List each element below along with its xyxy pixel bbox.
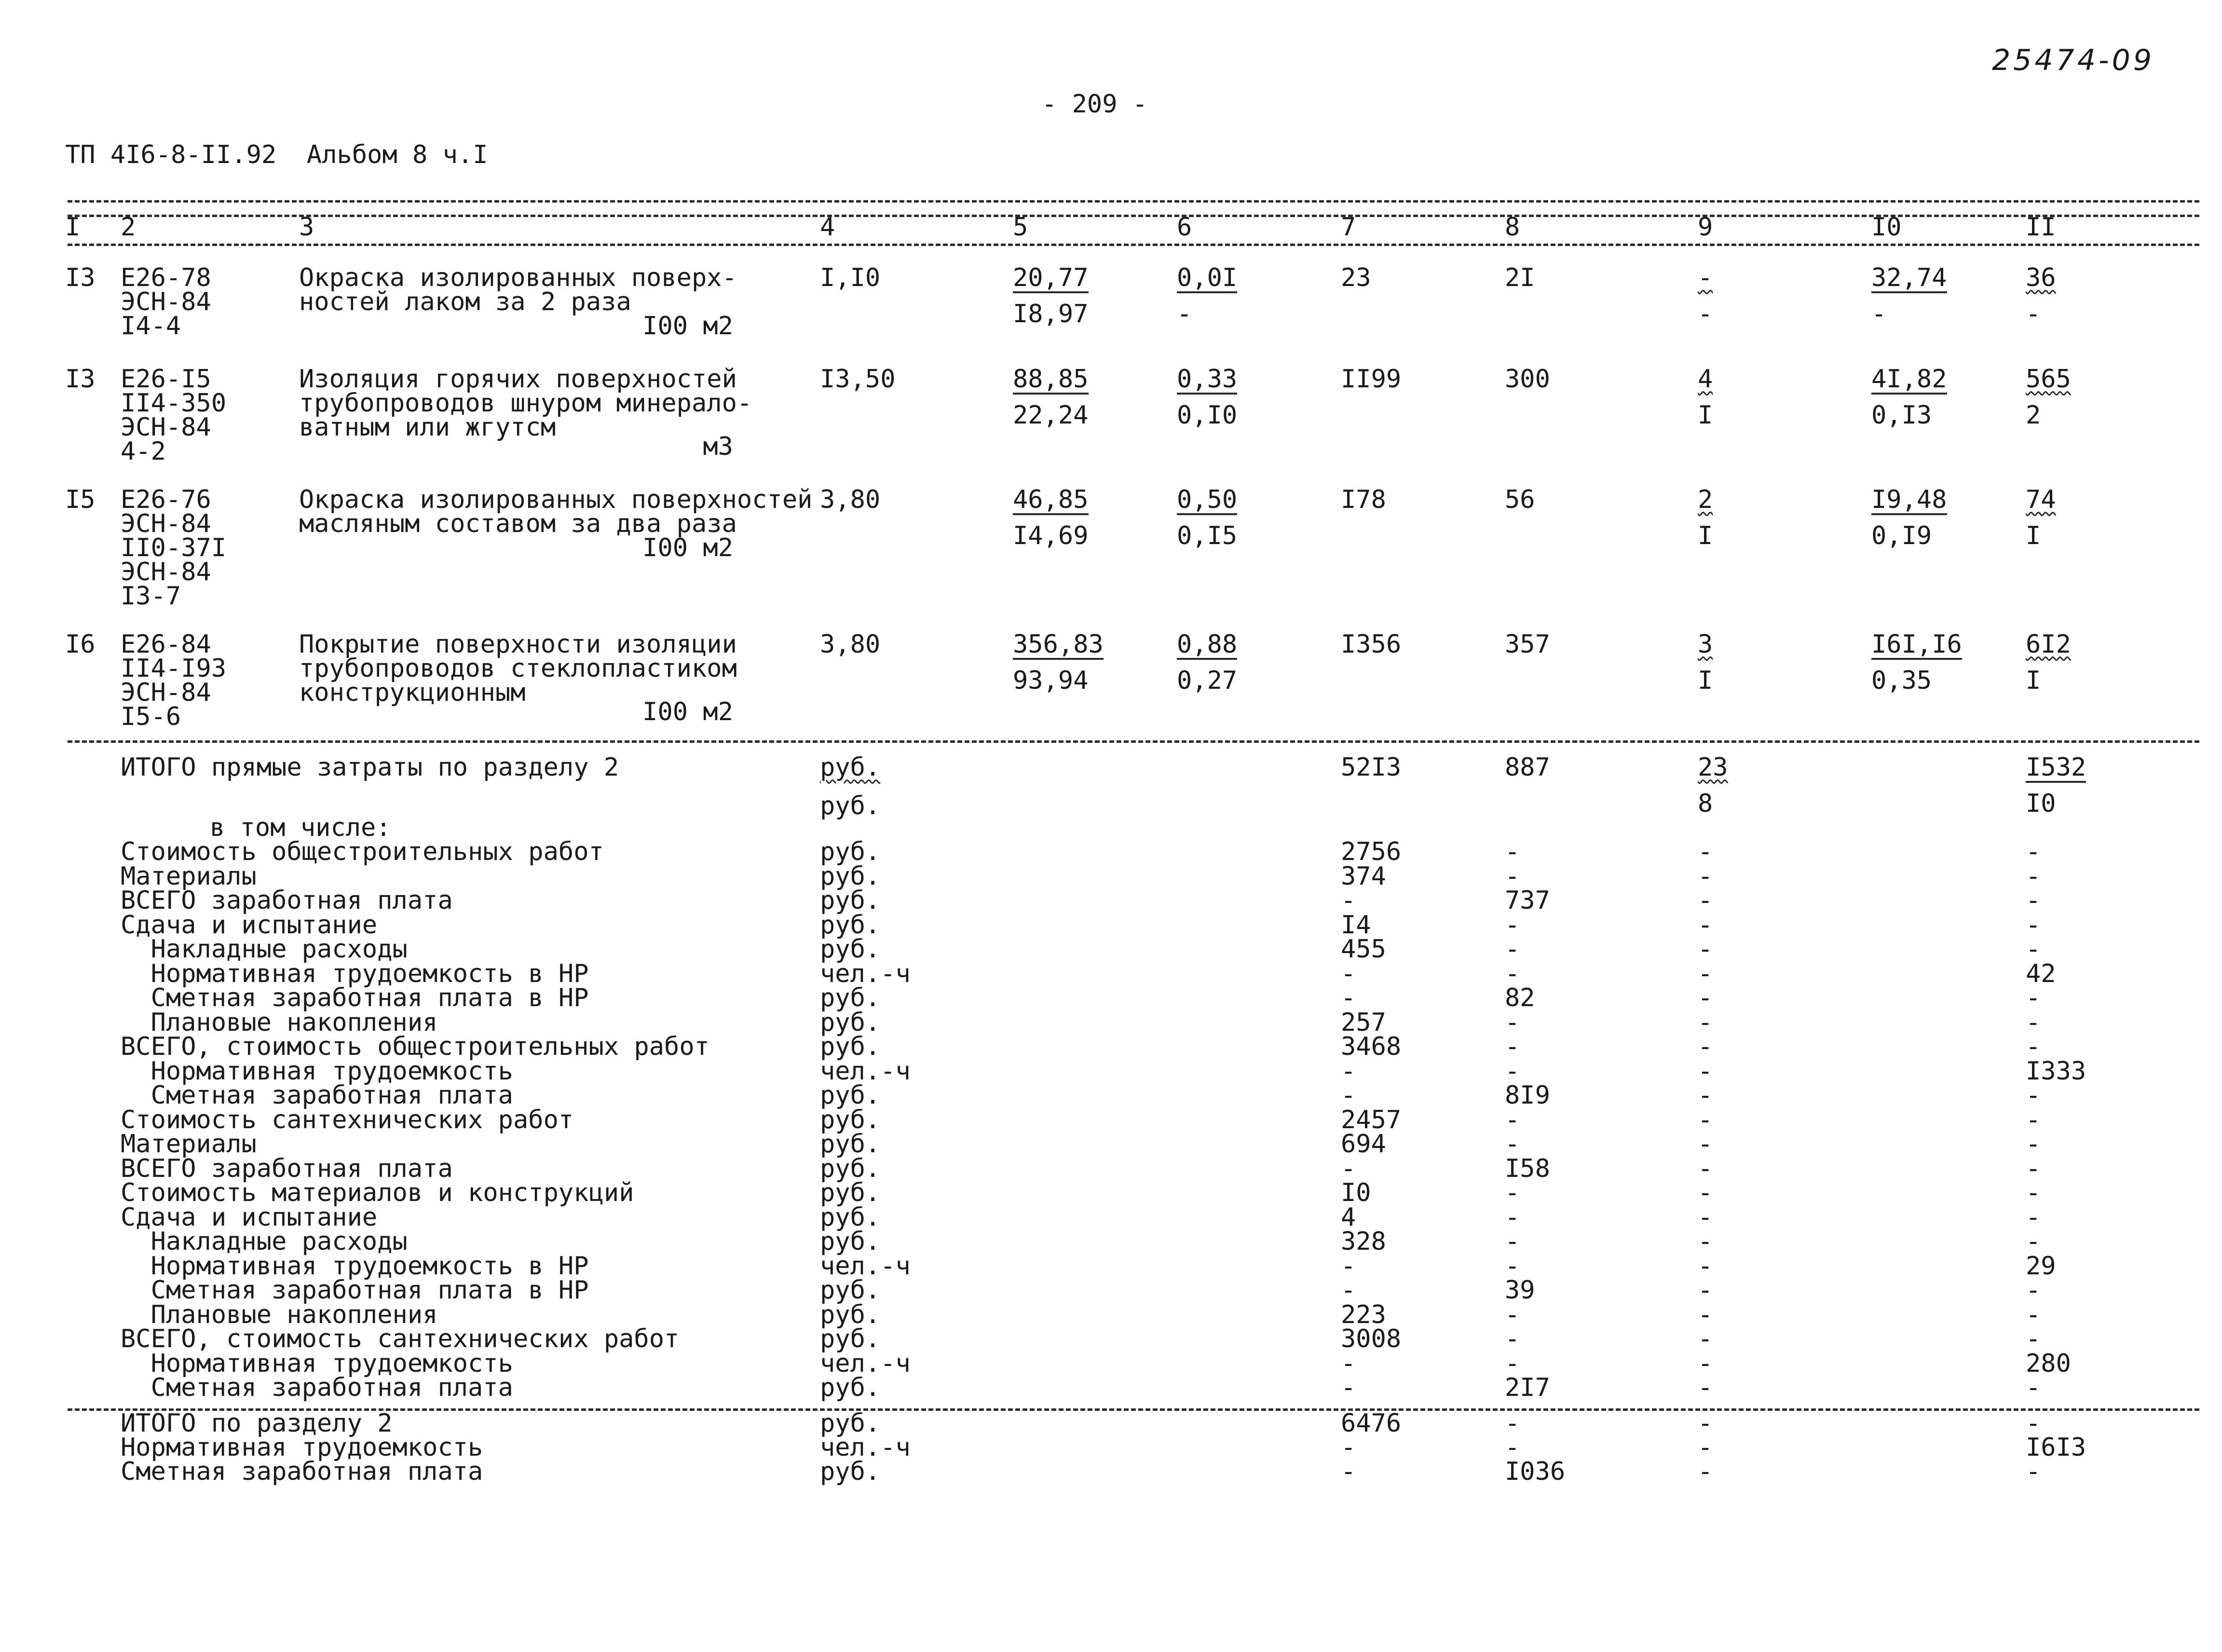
row-description: ватным или жгутсм xyxy=(299,413,556,442)
row-c10-bottom: 0,35 xyxy=(1871,666,1932,695)
row-description: трубопроводов шнуром минерало- xyxy=(299,389,752,418)
row-code: I4-4 xyxy=(121,312,181,341)
summary-c9: - xyxy=(1698,1056,1713,1086)
summary-c7: - xyxy=(1341,1276,1356,1305)
row-quantity: I,I0 xyxy=(820,263,881,292)
summary-label: Материалы xyxy=(121,861,257,891)
summary-c8: - xyxy=(1505,1349,1520,1378)
row-unit: м3 xyxy=(703,432,733,461)
summary-c9: - xyxy=(1698,1178,1713,1207)
summary-c8: - xyxy=(1505,1130,1520,1159)
document-title: ТП 4I6-8-II.92 Альбом 8 ч.I xyxy=(65,140,488,169)
summary-c11: - xyxy=(2026,935,2041,964)
final-label: Нормативная трудоемкость xyxy=(121,1433,483,1462)
header-rule xyxy=(68,244,2199,246)
row-description: Изоляция горячих поверхностей xyxy=(299,365,737,394)
summary-c9: - xyxy=(1698,983,1713,1012)
row-unit: I00 м2 xyxy=(642,533,733,562)
summary-c8: - xyxy=(1505,1324,1520,1353)
summary-unit: руб. xyxy=(820,935,881,964)
summary-c8: - xyxy=(1505,910,1520,940)
row-description: конструкционным xyxy=(299,678,526,707)
final-unit: руб. xyxy=(820,1457,881,1486)
summary-c7: 257 xyxy=(1341,1008,1386,1037)
row-code: I3-7 xyxy=(121,582,181,611)
summary-unit: руб. xyxy=(820,837,881,866)
column-number-11: II xyxy=(2026,213,2056,242)
final-c7: - xyxy=(1341,1457,1356,1486)
summary-c11: 29 xyxy=(2026,1251,2056,1281)
summary-unit: руб. xyxy=(820,1130,881,1159)
summary-unit: чел.-ч xyxy=(820,959,911,988)
totals-unit: руб. xyxy=(820,753,881,782)
row-c10-top: 4I,82 xyxy=(1871,365,1947,394)
final-c9: - xyxy=(1698,1409,1713,1438)
summary-c9: - xyxy=(1698,935,1713,964)
summary-c11: - xyxy=(2026,1178,2041,1207)
row-c10-top: I6I,I6 xyxy=(1871,630,1962,659)
row-c9-bottom: - xyxy=(1698,300,1713,328)
totals-c11-top: I532 xyxy=(2026,753,2086,782)
final-c8: - xyxy=(1505,1409,1520,1438)
row-total-cost: I78 xyxy=(1341,485,1386,514)
final-unit: руб. xyxy=(820,1409,881,1438)
summary-c7: 2457 xyxy=(1341,1105,1402,1134)
summary-label: Сдача и испытание xyxy=(121,1202,378,1232)
summary-label: Сметная заработная плата в НР xyxy=(121,983,589,1012)
column-number-4: 4 xyxy=(820,213,835,242)
final-unit: чел.-ч xyxy=(820,1433,911,1462)
row-code: Е26-84 xyxy=(121,630,211,659)
summary-c7: - xyxy=(1341,983,1356,1012)
summary-label: Нормативная трудоемкость xyxy=(121,1056,513,1086)
summary-c7: 2756 xyxy=(1341,837,1402,866)
row-code: II4-350 xyxy=(121,389,227,418)
summary-c9: - xyxy=(1698,1008,1713,1037)
row-c10-top: 32,74 xyxy=(1871,263,1947,292)
row-code: Е26-78 xyxy=(121,263,211,292)
summary-label: ВСЕГО, стоимость общестроительных работ xyxy=(121,1032,709,1061)
summary-c7: - xyxy=(1341,1154,1356,1183)
final-c11: - xyxy=(2026,1457,2041,1486)
row-total-cost: 23 xyxy=(1341,263,1371,292)
final-c8: I036 xyxy=(1505,1457,1566,1486)
row-c6-bottom: 0,I5 xyxy=(1177,521,1238,550)
row-code: ЭСН-84 xyxy=(121,509,211,538)
row-unit-wage: I8,97 xyxy=(1013,300,1089,328)
summary-c8: - xyxy=(1505,1300,1520,1329)
column-number-8: 8 xyxy=(1505,213,1520,242)
summary-unit: руб. xyxy=(820,910,881,940)
summary-c9: - xyxy=(1698,1349,1713,1378)
row-c6-bottom: 0,27 xyxy=(1177,666,1238,695)
totals-c8: 887 xyxy=(1505,753,1550,782)
summary-c11: I333 xyxy=(2026,1056,2086,1086)
row-c6-bottom: 0,I0 xyxy=(1177,401,1238,430)
summary-c7: - xyxy=(1341,1349,1356,1378)
summary-c9: - xyxy=(1698,1300,1713,1329)
final-c9: - xyxy=(1698,1457,1713,1486)
summary-c7: - xyxy=(1341,1081,1356,1110)
summary-c8: - xyxy=(1505,1251,1520,1281)
summary-c9: - xyxy=(1698,1276,1713,1305)
summary-unit: руб. xyxy=(820,1300,881,1329)
row-total-wage: 2I xyxy=(1505,263,1535,292)
row-code: ЭСН-84 xyxy=(121,558,211,587)
row-c11-bottom: I xyxy=(2026,666,2041,695)
row-description: ностей лаком за 2 раза xyxy=(299,287,631,316)
summary-unit: руб. xyxy=(820,1154,881,1183)
row-unit: I00 м2 xyxy=(642,312,733,341)
final-c8: - xyxy=(1505,1433,1520,1462)
row-c6-top: 0,0I xyxy=(1177,263,1238,292)
summary-c11: - xyxy=(2026,1081,2041,1110)
row-code: II4-I93 xyxy=(121,654,227,683)
row-quantity: 3,80 xyxy=(820,630,881,659)
summary-c7: 694 xyxy=(1341,1130,1386,1159)
final-c9: - xyxy=(1698,1433,1713,1462)
row-unit: I00 м2 xyxy=(642,697,733,726)
row-c6-top: 0,88 xyxy=(1177,630,1238,659)
row-number: I5 xyxy=(65,485,95,514)
summary-c11: - xyxy=(2026,1300,2041,1329)
summary-c8: - xyxy=(1505,1032,1520,1061)
summary-c7: - xyxy=(1341,886,1356,915)
summary-c7: I4 xyxy=(1341,910,1371,940)
summary-c8: I58 xyxy=(1505,1154,1550,1183)
row-total-wage: 357 xyxy=(1505,630,1550,659)
summary-c9: - xyxy=(1698,1202,1713,1232)
row-code: ЭСН-84 xyxy=(121,287,211,316)
final-c11: I6I3 xyxy=(2026,1433,2086,1462)
summary-label: Сметная заработная плата xyxy=(121,1373,513,1402)
summary-c8: - xyxy=(1505,1202,1520,1232)
summary-c9: - xyxy=(1698,837,1713,866)
row-total-wage: 56 xyxy=(1505,485,1535,514)
summary-c7: - xyxy=(1341,1251,1356,1281)
column-number-1: I xyxy=(65,213,81,242)
summary-c9: - xyxy=(1698,1251,1713,1281)
summary-unit: руб. xyxy=(820,1178,881,1207)
summary-c11: - xyxy=(2026,1154,2041,1183)
column-number-7: 7 xyxy=(1341,213,1356,242)
summary-c8: 2I7 xyxy=(1505,1373,1550,1402)
totals-c11-bottom: I0 xyxy=(2026,789,2056,818)
summary-c9: - xyxy=(1698,1373,1713,1402)
summary-c8: 737 xyxy=(1505,886,1550,915)
summary-c7: I0 xyxy=(1341,1178,1371,1207)
summary-unit: руб. xyxy=(820,1202,881,1232)
summary-c8: - xyxy=(1505,837,1520,866)
row-quantity: 3,80 xyxy=(820,485,881,514)
summary-c11: - xyxy=(2026,886,2041,915)
top-rule-1 xyxy=(68,200,2199,203)
summary-c11: - xyxy=(2026,1324,2041,1353)
summary-unit: руб. xyxy=(820,983,881,1012)
summary-c11: - xyxy=(2026,1276,2041,1305)
summary-label: Нормативная трудоемкость в НР xyxy=(121,1251,589,1281)
row-c10-top: I9,48 xyxy=(1871,485,1947,514)
summary-c9: - xyxy=(1698,861,1713,891)
summary-c7: 3468 xyxy=(1341,1032,1402,1061)
row-number: I6 xyxy=(65,630,95,659)
summary-c7: 4 xyxy=(1341,1202,1356,1232)
summary-c9: - xyxy=(1698,1130,1713,1159)
row-unit-wage: I4,69 xyxy=(1013,521,1089,550)
summary-c11: - xyxy=(2026,861,2041,891)
summary-c8: - xyxy=(1505,1008,1520,1037)
row-c11-top: 74 xyxy=(2026,485,2056,514)
summary-unit: руб. xyxy=(820,1032,881,1061)
row-c9-bottom: I xyxy=(1698,521,1713,550)
summary-label: Накладные расходы xyxy=(121,935,408,964)
summary-unit: руб. xyxy=(820,1324,881,1353)
summary-heading: в том числе: xyxy=(210,813,391,842)
row-number: I3 xyxy=(65,365,95,394)
summary-label: Плановые накопления xyxy=(121,1300,438,1329)
summary-c7: 455 xyxy=(1341,935,1386,964)
summary-label: Нормативная трудоемкость xyxy=(121,1349,513,1378)
summary-label: Стоимость общестроительных работ xyxy=(121,837,604,866)
section-rule xyxy=(68,740,2199,743)
row-unit-cost: 46,85 xyxy=(1013,485,1089,514)
summary-c8: - xyxy=(1505,1105,1520,1134)
summary-c9: - xyxy=(1698,910,1713,940)
summary-label: Нормативная трудоемкость в НР xyxy=(121,959,589,988)
row-code: ЭСН-84 xyxy=(121,678,211,707)
summary-c11: 42 xyxy=(2026,959,2056,988)
page-number: - 209 - xyxy=(1042,90,1148,119)
row-c9-top: 4 xyxy=(1698,365,1713,394)
archive-stamp: 25474-09 xyxy=(1992,43,2154,77)
row-description: трубопроводов стеклопластиком xyxy=(299,654,737,683)
summary-unit: чел.-ч xyxy=(820,1056,911,1086)
row-code: Е26-I5 xyxy=(121,365,211,394)
summary-c7: 3008 xyxy=(1341,1324,1402,1353)
summary-unit: руб. xyxy=(820,1373,881,1402)
summary-unit: руб. xyxy=(820,1276,881,1305)
row-c6-bottom: - xyxy=(1177,300,1192,328)
column-number-9: 9 xyxy=(1698,213,1713,242)
column-number-5: 5 xyxy=(1013,213,1028,242)
final-c7: 6476 xyxy=(1341,1409,1402,1438)
summary-c11: - xyxy=(2026,1130,2041,1159)
summary-c8: - xyxy=(1505,959,1520,988)
summary-c9: - xyxy=(1698,1227,1713,1256)
row-total-cost: II99 xyxy=(1341,365,1402,394)
summary-label: Накладные расходы xyxy=(121,1227,408,1256)
summary-label: Материалы xyxy=(121,1130,257,1159)
summary-c11: - xyxy=(2026,910,2041,940)
summary-c11: - xyxy=(2026,1202,2041,1232)
row-number: I3 xyxy=(65,263,95,292)
row-code: I5-6 xyxy=(121,702,181,731)
summary-label: ВСЕГО заработная плата xyxy=(121,886,453,915)
summary-c8: - xyxy=(1505,1178,1520,1207)
row-total-wage: 300 xyxy=(1505,365,1550,394)
totals-c9-top: 23 xyxy=(1698,753,1728,782)
row-c11-bottom: - xyxy=(2026,300,2041,328)
row-description: Окраска изолированных поверхностей xyxy=(299,485,813,514)
row-c11-bottom: 2 xyxy=(2026,401,2041,430)
totals-title: ИТОГО прямые затраты по разделу 2 xyxy=(121,753,619,782)
summary-c8: - xyxy=(1505,1056,1520,1086)
summary-c9: - xyxy=(1698,1324,1713,1353)
row-c10-bottom: - xyxy=(1871,300,1887,328)
row-code: 4-2 xyxy=(121,437,166,466)
totals-c9-bottom: 8 xyxy=(1698,789,1713,818)
summary-label: ВСЕГО заработная плата xyxy=(121,1154,453,1183)
row-c6-top: 0,50 xyxy=(1177,485,1238,514)
row-c9-bottom: I xyxy=(1698,401,1713,430)
row-unit-cost: 88,85 xyxy=(1013,365,1089,394)
column-number-10: I0 xyxy=(1871,213,1902,242)
final-label: ИТОГО по разделу 2 xyxy=(121,1409,393,1438)
row-c10-bottom: 0,I3 xyxy=(1871,401,1932,430)
summary-c8: 39 xyxy=(1505,1276,1535,1305)
column-number-2: 2 xyxy=(121,213,136,242)
row-c11-bottom: I xyxy=(2026,521,2041,550)
summary-c11: 280 xyxy=(2026,1349,2071,1378)
summary-c7: - xyxy=(1341,1373,1356,1402)
row-description: Окраска изолированных поверх- xyxy=(299,263,737,292)
summary-c9: - xyxy=(1698,1154,1713,1183)
final-c11: - xyxy=(2026,1409,2041,1438)
summary-unit: руб. xyxy=(820,1081,881,1110)
summary-unit: руб. xyxy=(820,1105,881,1134)
summary-unit: руб. xyxy=(820,886,881,915)
summary-c11: - xyxy=(2026,983,2041,1012)
summary-label: Стоимость сантехнических работ xyxy=(121,1105,574,1134)
summary-c8: - xyxy=(1505,1227,1520,1256)
row-description: масляным составом за два раза xyxy=(299,509,737,538)
row-unit-cost: 20,77 xyxy=(1013,263,1089,292)
totals-unit: руб. xyxy=(820,792,881,820)
row-c9-top: 3 xyxy=(1698,630,1713,659)
summary-label: Стоимость материалов и конструкций xyxy=(121,1178,634,1207)
final-label: Сметная заработная плата xyxy=(121,1457,483,1486)
row-c9-bottom: I xyxy=(1698,666,1713,695)
summary-c9: - xyxy=(1698,1081,1713,1110)
summary-c11: - xyxy=(2026,1008,2041,1037)
row-c10-bottom: 0,I9 xyxy=(1871,521,1932,550)
summary-unit: чел.-ч xyxy=(820,1349,911,1378)
row-unit-wage: 93,94 xyxy=(1013,666,1089,695)
summary-c11: - xyxy=(2026,837,2041,866)
summary-c8: - xyxy=(1505,935,1520,964)
row-c11-top: 36 xyxy=(2026,263,2056,292)
row-c11-top: 565 xyxy=(2026,365,2071,394)
summary-c11: - xyxy=(2026,1227,2041,1256)
row-c9-top: - xyxy=(1698,263,1713,292)
row-c11-top: 6I2 xyxy=(2026,630,2071,659)
summary-c7: 328 xyxy=(1341,1227,1386,1256)
summary-unit: руб. xyxy=(820,1008,881,1037)
row-c6-top: 0,33 xyxy=(1177,365,1238,394)
row-code: Е26-76 xyxy=(121,485,211,514)
summary-c9: - xyxy=(1698,1032,1713,1061)
summary-c11: - xyxy=(2026,1105,2041,1134)
summary-c7: 374 xyxy=(1341,861,1386,891)
summary-c7: 223 xyxy=(1341,1300,1386,1329)
summary-unit: чел.-ч xyxy=(820,1251,911,1281)
column-number-6: 6 xyxy=(1177,213,1192,242)
summary-label: Сметная заработная плата в НР xyxy=(121,1276,589,1305)
summary-unit: руб. xyxy=(820,1227,881,1256)
summary-c9: - xyxy=(1698,886,1713,915)
summary-c8: 82 xyxy=(1505,983,1535,1012)
summary-c8: - xyxy=(1505,861,1520,891)
row-total-cost: I356 xyxy=(1341,630,1402,659)
summary-label: Сдача и испытание xyxy=(121,910,378,940)
summary-label: Плановые накопления xyxy=(121,1008,438,1037)
summary-c8: 8I9 xyxy=(1505,1081,1550,1110)
summary-label: ВСЕГО, стоимость сантехнических работ xyxy=(121,1324,680,1353)
summary-c9: - xyxy=(1698,1105,1713,1134)
summary-c11: - xyxy=(2026,1032,2041,1061)
column-number-3: 3 xyxy=(299,213,314,242)
row-quantity: I3,50 xyxy=(820,365,896,394)
row-code: II0-37I xyxy=(121,533,227,562)
row-c9-top: 2 xyxy=(1698,485,1713,514)
final-c7: - xyxy=(1341,1433,1356,1462)
summary-c11: - xyxy=(2026,1373,2041,1402)
row-code: ЭСН-84 xyxy=(121,413,211,442)
row-unit-wage: 22,24 xyxy=(1013,401,1089,430)
row-unit-cost: 356,83 xyxy=(1013,630,1104,659)
summary-unit: руб. xyxy=(820,861,881,891)
row-description: Покрытие поверхности изоляции xyxy=(299,630,737,659)
summary-label: Сметная заработная плата xyxy=(121,1081,513,1110)
summary-c9: - xyxy=(1698,959,1713,988)
summary-c7: - xyxy=(1341,959,1356,988)
totals-c7: 52I3 xyxy=(1341,753,1402,782)
summary-c7: - xyxy=(1341,1056,1356,1086)
